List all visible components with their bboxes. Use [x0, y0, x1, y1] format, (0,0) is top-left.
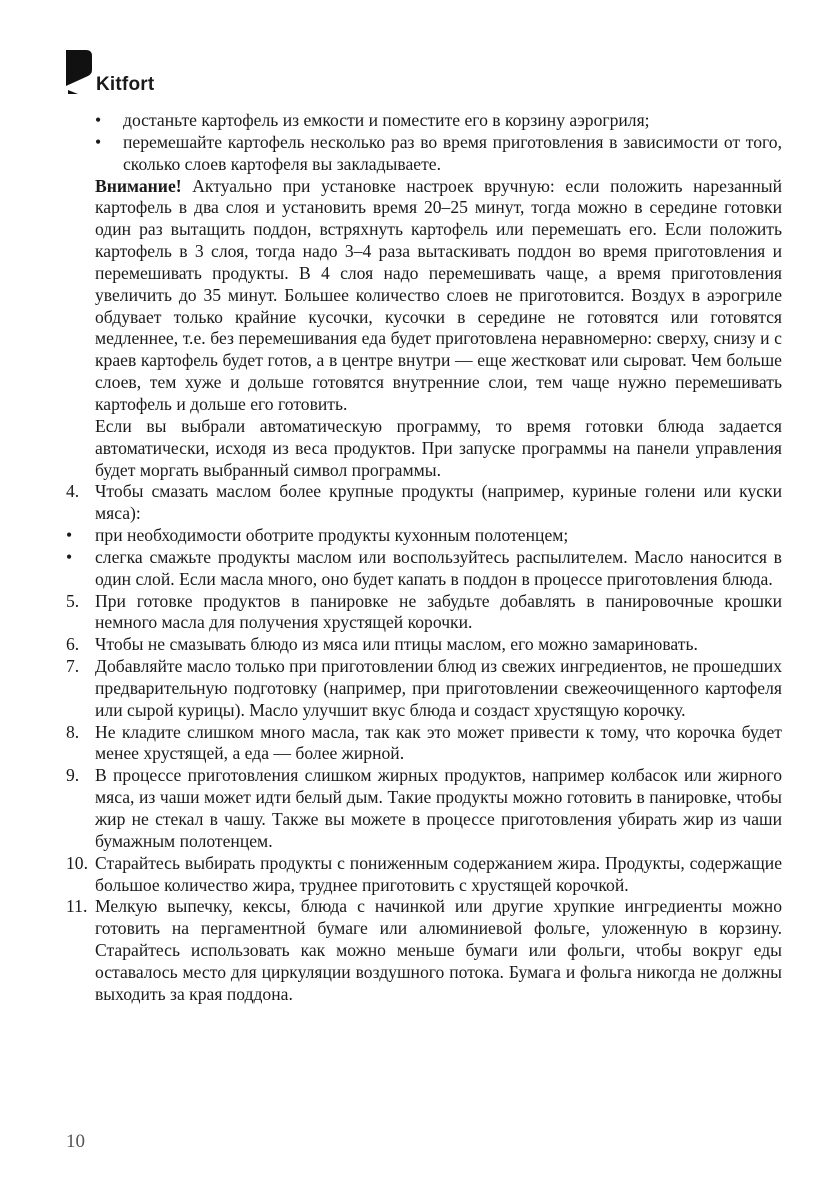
list-item: [66, 547, 782, 591]
item-text: В процессе приготовления слишком жирных продуктов, например колбасок или жирного мяса, из чаши может идти белый дым. Такие продукты можно готовить в панировке, чтобы жир не стекал в чашу. Также вы можете в процессе приготовления убирать жир из чаши бумажным полотенцем.: [95, 765, 782, 851]
list-item: [66, 132, 782, 176]
list-item: [66, 525, 782, 547]
list-item: [66, 110, 782, 132]
brand-logo: [64, 48, 154, 96]
warning-label: Внимание!: [95, 175, 182, 196]
item-text: Мелкую выпечку, кексы, блюда с начинкой или другие хрупкие ингредиенты можно готовить на пергаментной бумаге или алюминиевой фольге, уложенную в корзину. Старайтесь использовать как можно меньше бумаги или фольги, чтобы вокруг еды оставалось место для циркуляции воздушного потока. Бумага и фольга никогда не должны выходить за края поддона.: [95, 896, 782, 1004]
numbered-item: [66, 722, 782, 766]
item-text: Чтобы не смазывать блюдо из мяса или птицы маслом, его можно замариновать.: [95, 634, 698, 655]
numbered-item: [66, 853, 782, 897]
bullet-marker: •: [66, 546, 73, 567]
item-text: Не кладите слишком много масла, так как это может привести к тому, что корочка будет менее хрустящей, а еда — более жирной.: [95, 721, 782, 764]
numbered-item: [66, 765, 782, 852]
item-number: 5.: [66, 590, 80, 611]
warning-paragraph: [66, 176, 782, 416]
numbered-item: [66, 634, 782, 656]
list-item-text: при необходимости оботрите продукты кухонным полотенцем;: [95, 525, 569, 546]
item-number: 10.: [66, 852, 88, 873]
bullet-marker: •: [95, 110, 102, 130]
list-item-text: слегка смажьте продукты маслом или воспользуйтесь распылителем. Масло наносится в один слой. Если масла много, оно будет капать в поддон в процессе приготовления блюда.: [95, 546, 782, 589]
list-item-text: перемешайте картофель несколько раз во время приготовления в зависимости от того, сколько слоев картофеля вы закладываете.: [123, 131, 782, 174]
auto-program-paragraph: Если вы выбрали автоматическую программу, то время готовки блюда задается автоматически, исходя из веса продуктов. При запуске программы на панели управления будет моргать выбранный символ программы.: [95, 415, 782, 480]
numbered-item: [66, 481, 782, 525]
item-number: 11.: [66, 896, 88, 917]
kitfort-logo-icon: [64, 48, 94, 96]
item-number: 8.: [66, 721, 80, 742]
item-text: Добавляйте масло только при приготовлении блюд из свежих ингредиентов, не прошедших предварительную подготовку (например, при приготовлении свежеочищенного картофеля или сырой курицы). Масло улучшит вкус блюда и создаст хрустящую корочку.: [95, 656, 782, 720]
numbered-item: [66, 591, 782, 635]
item-text: Старайтесь выбирать продукты с пониженным содержанием жира. Продукты, содержащие большое количество жира, труднее приготовить с хрустящей корочкой.: [95, 852, 782, 895]
warning-text: Актуально при установке настроек вручную: если положить нарезанный картофель в два слоя и установить время 20–25 минут, тогда можно в середине готовки один раз вытащить поддон, встряхнуть картофель или перемешать его. Если положить картофель в 3 слоя, тогда надо 3–4 раза вытаскивать поддон во время приготовления и перемешивать продукты. В 4 слоя надо перемешивать чаще, а время приготовления увеличить до 35 минут. Большее количество слоев не приготовится. Воздух в аэрогриле обдувает только крайние кусочки, кусочки в середине не готовятся или готовятся медленнее, т.е. без перемешивания еда будет приготовлена неравномерно: сверху, снизу и с краев картофель будет готов, а в центре внутри — еще жестковат или сыроват. Чем больше слоев, тем хуже и дольше готовятся внутренние слои, тем чаще нужно перемешивать картофель и дольше его готовить.: [95, 175, 782, 414]
page-number: 10: [66, 1131, 85, 1152]
item-number: 4.: [66, 481, 80, 502]
item-number: 9.: [66, 765, 80, 786]
item-number: 6.: [66, 634, 80, 655]
item-number: 7.: [66, 656, 80, 677]
item-text: При готовке продуктов в панировке не забудьте добавлять в панировочные крошки немного масла для получения хрустящей корочки.: [95, 590, 782, 633]
bullet-marker: •: [66, 525, 73, 546]
numbered-item: [66, 896, 782, 1005]
numbered-item: [66, 656, 782, 722]
list-item-text: достаньте картофель из емкости и поместите его в корзину аэрогриля;: [123, 110, 650, 130]
page-body: [66, 110, 782, 1006]
brand-name: Kitfort: [96, 74, 155, 95]
bullet-marker: •: [95, 131, 102, 152]
item-text: Чтобы смазать маслом более крупные продукты (например, куриные голени или куски мяса):: [95, 481, 782, 524]
